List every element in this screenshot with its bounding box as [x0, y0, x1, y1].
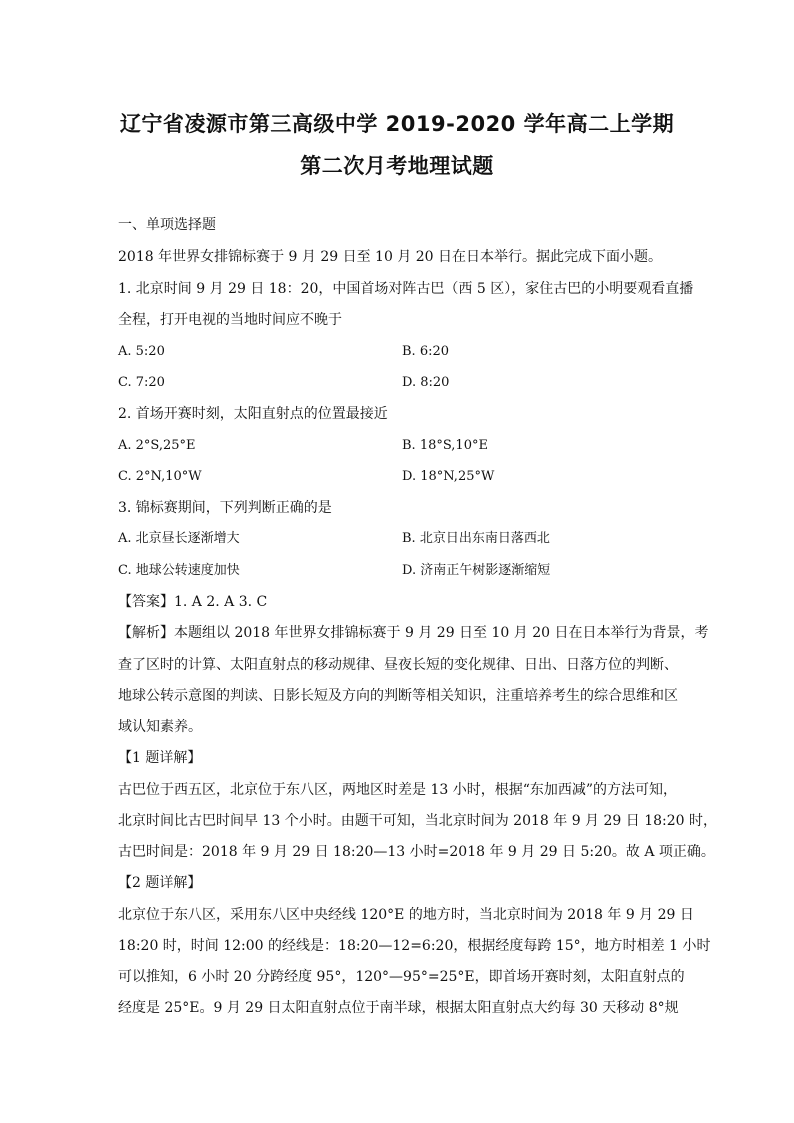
analysis-line-4: 域认知素养。 — [118, 719, 202, 735]
analysis-line-3: 地球公转示意图的判读、日影长短及方向的判断等相关知识，注重培养考生的综合思维和区 — [118, 688, 678, 704]
analysis-line-2: 查了区时的计算、太阳直射点的移动规律、昼夜长短的变化规律、日出、日落方位的判断、 — [118, 657, 678, 673]
detail-2-line-1: 北京位于东八区，采用东八区中央经线 120°E 的地方时，当北京时间为 2018 年 9 月 29 日 — [118, 907, 694, 923]
question-1-option-c: C. 7:20 — [118, 375, 165, 390]
intro-text: 2018 年世界女排锦标赛于 9 月 29 日至 10 月 20 日在日本举行。据此完成下面小题。 — [118, 249, 663, 265]
question-1-option-b: B. 6:20 — [402, 344, 450, 359]
analysis-line-1: 【解析】本题组以 2018 年世界女排锦标赛于 9 月 29 日至 10 月 20 日在日本举行为背景，考 — [118, 625, 709, 641]
question-1-stem-line-1: 1. 北京时间 9 月 29 日 18：20，中国首场对阵古巴（西 5 区），家住古巴的小明要观看直播 — [118, 281, 694, 297]
question-3-stem: 3. 锦标赛期间，下列判断正确的是 — [118, 500, 332, 516]
detail-2-heading: 【2 题详解】 — [118, 875, 202, 891]
detail-1-line-2: 北京时间比古巴时间早 13 个小时。由题干可知，当北京时间为 2018 年 9 月 29 日 18:20 时， — [118, 813, 718, 829]
question-1-option-d: D. 8:20 — [402, 375, 450, 390]
question-2-option-a: A. 2°S,25°E — [118, 438, 196, 453]
question-2-option-d: D. 18°N,25°W — [402, 469, 495, 484]
question-2-stem: 2. 首场开赛时刻，太阳直射点的位置最接近 — [118, 406, 388, 422]
detail-2-line-2: 18:20 时，时间 12:00 的经线是：18:20—12=6:20，根据经度每跨 15°，地方时相差 1 小时 — [118, 938, 711, 954]
question-3-option-d: D. 济南正午树影逐渐缩短 — [402, 563, 551, 578]
question-3-option-a: A. 北京昼长逐渐增大 — [118, 531, 240, 546]
question-2-option-b: B. 18°S,10°E — [402, 438, 488, 453]
question-3-option-c: C. 地球公转速度加快 — [118, 563, 240, 578]
question-1-option-a: A. 5:20 — [118, 344, 165, 359]
detail-2-line-3: 可以推知，6 小时 20 分跨经度 95°，120°—95°=25°E，即首场开赛时刻，太阳直射点的 — [118, 969, 685, 985]
section-heading: 一、单项选择题 — [118, 217, 216, 233]
question-2-option-c: C. 2°N,10°W — [118, 469, 202, 484]
page-title-line-1: 辽宁省凌源市第三高级中学 2019-2020 学年高二上学期 — [119, 112, 675, 136]
question-1-stem-line-2: 全程，打开电视的当地时间应不晚于 — [118, 312, 342, 328]
detail-1-line-3: 古巴时间是：2018 年 9 月 29 日 18:20—13 小时=2018 年 9 月 29 日 5:20。故 A 项正确。 — [118, 844, 715, 860]
detail-1-heading: 【1 题详解】 — [118, 750, 202, 766]
detail-1-line-1: 古巴位于西五区，北京位于东八区，两地区时差是 13 小时，根据“东加西减”的方法可知， — [118, 782, 678, 798]
question-3-option-b: B. 北京日出东南日落西北 — [402, 531, 550, 546]
answer-line: 【答案】1. A 2. A 3. C — [118, 594, 268, 610]
page-title-line-2: 第二次月考地理试题 — [300, 154, 494, 178]
detail-2-line-4: 经度是 25°E。9 月 29 日太阳直射点位于南半球，根据太阳直射点大约每 30 天移动 8°规 — [118, 1000, 679, 1016]
